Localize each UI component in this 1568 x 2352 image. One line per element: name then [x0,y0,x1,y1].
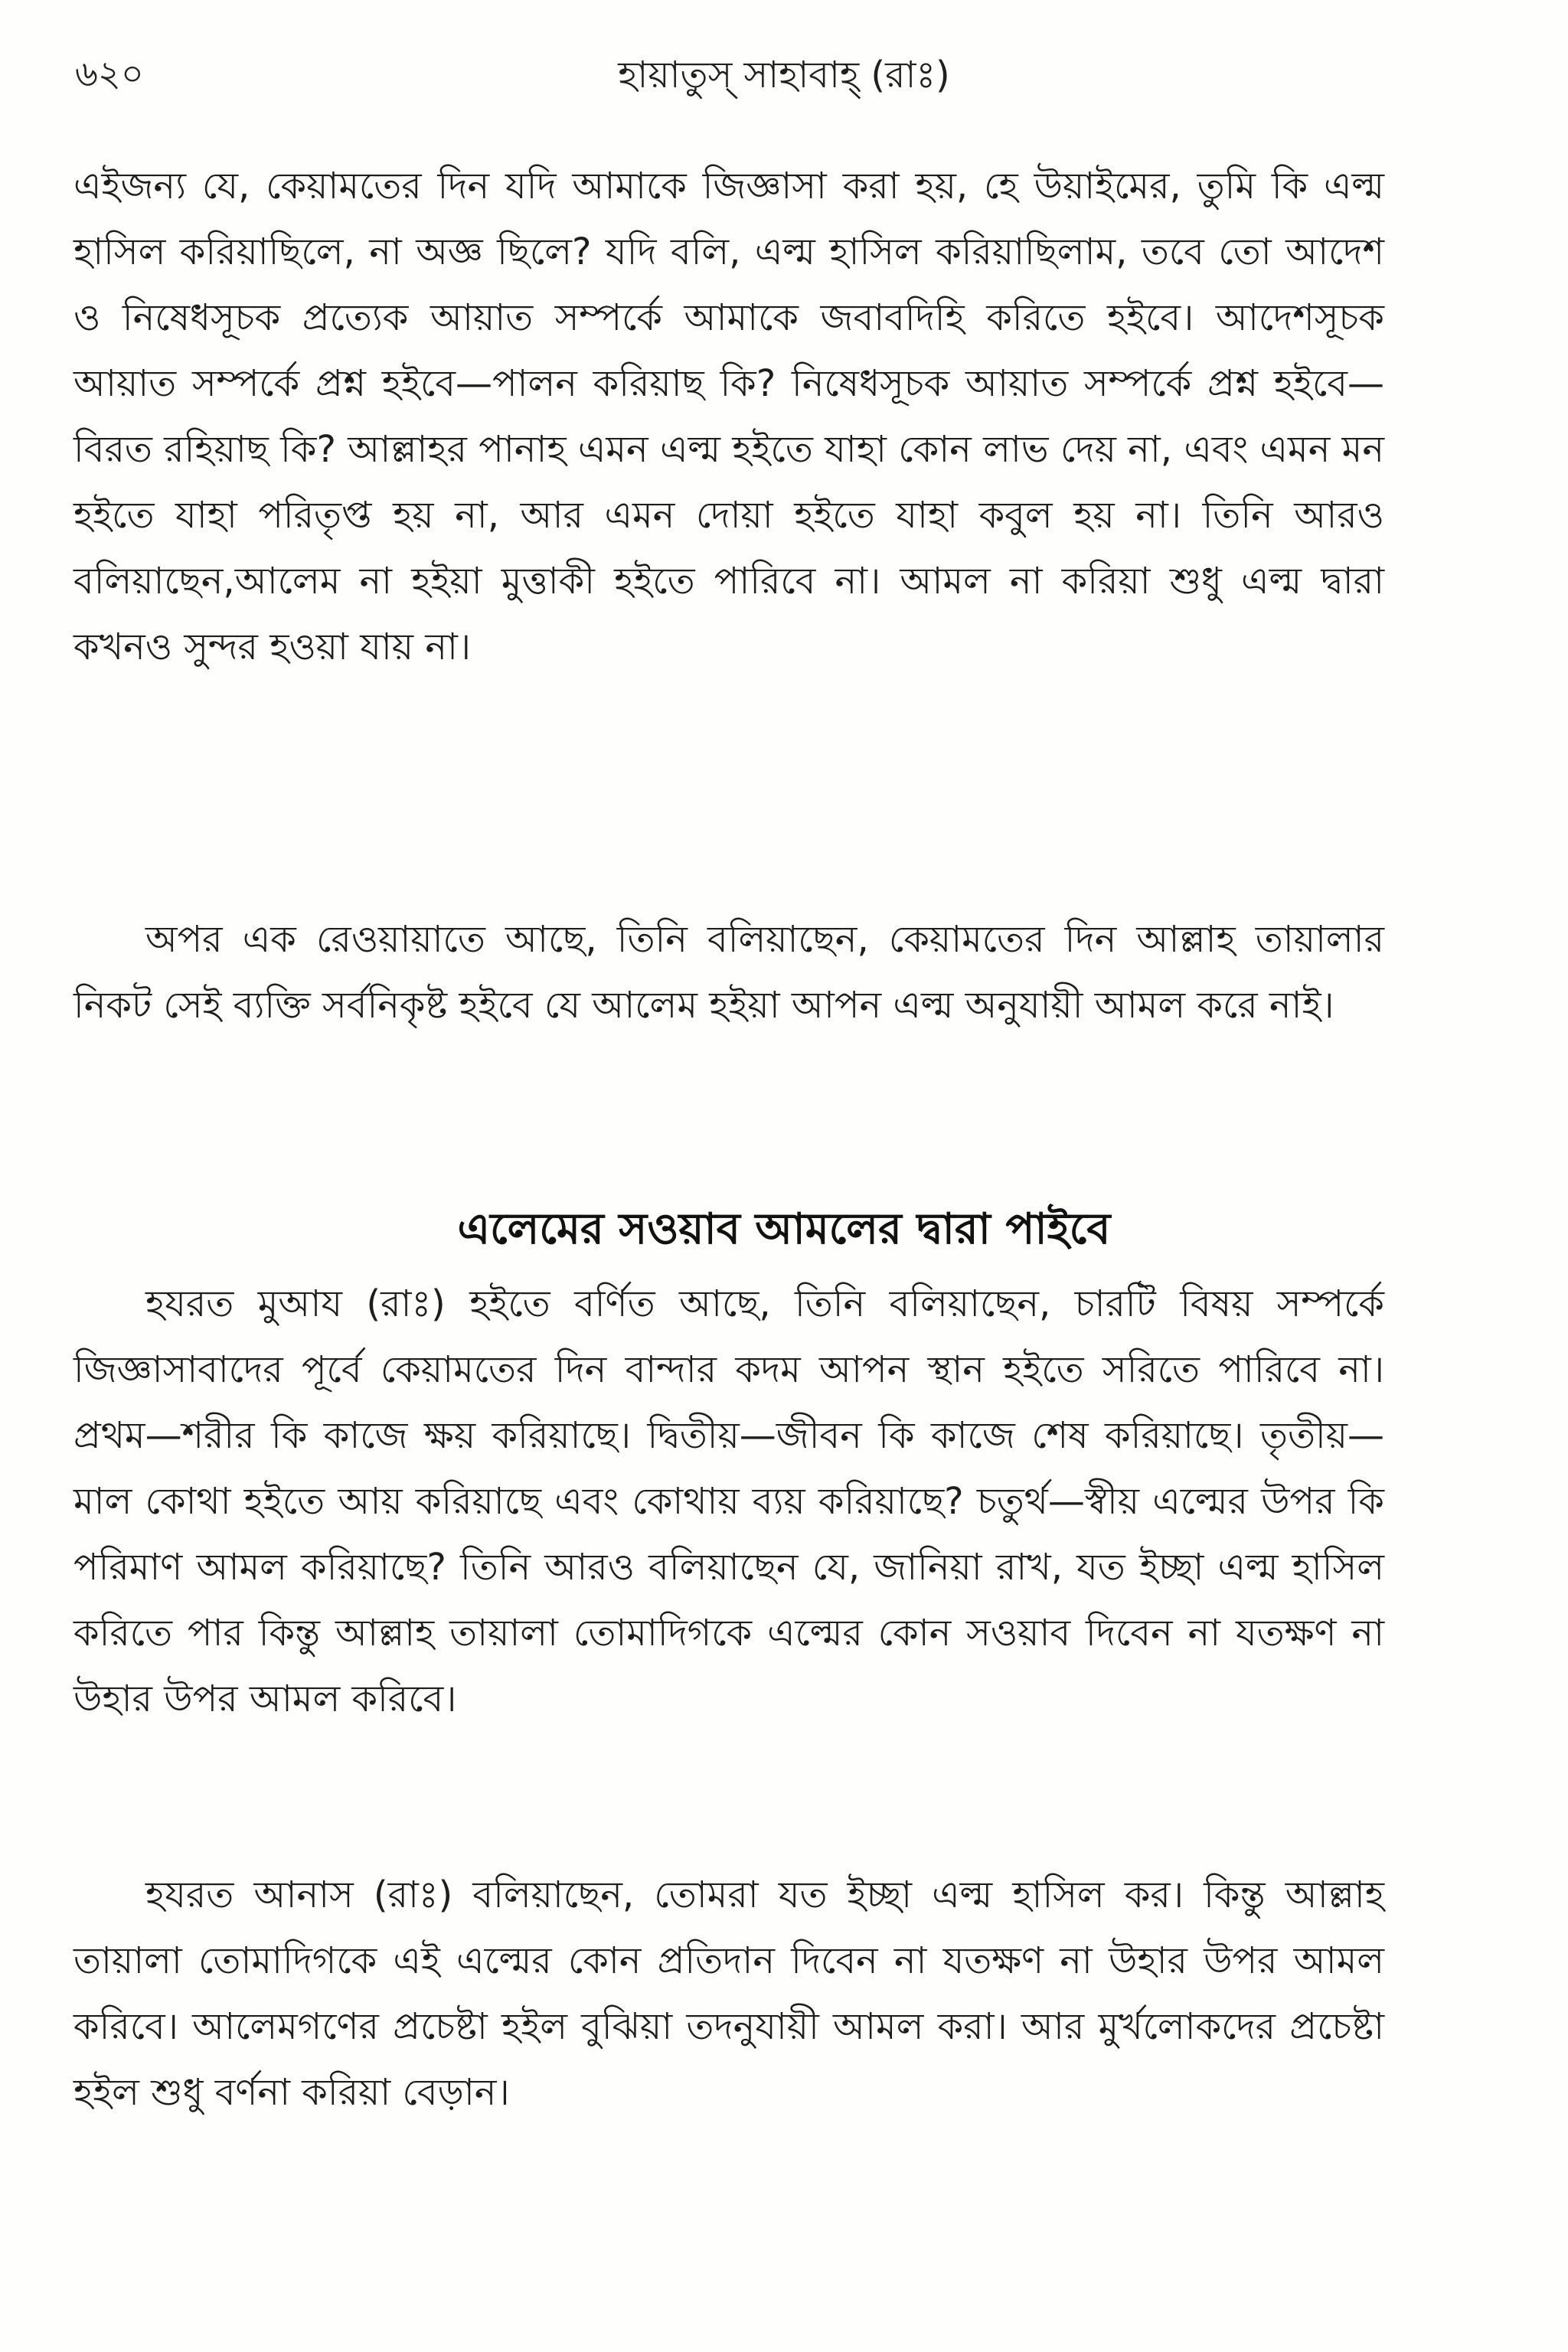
continued-paragraph [74,153,1384,680]
paragraph: হযরত মুআয (রাঃ) হইতে বর্ণিত আছে, তিনি বলিয়াছেন, চারটি বিষয় সম্পর্কে জিজ্ঞাসাবাদের পূর্বে কেয়ামতের দিন বান্দার কদম আপন স্থান হইতে সরিতে পারিবে না। প্রথম—শরীর কি কাজে ক্ষয় করিয়াছে। দ্বিতীয়—জীবন কি কাজে শেষ করিয়াছে। তৃতীয়—মাল কোথা হইতে আয় করিয়াছে এবং কোথায় ব্যয় করিয়াছে? চতুর্থ—স্বীয় এল্মের উপর কি পরিমাণ আমল করিয়াছে? তিনি আরও বলিয়াছেন যে, জানিয়া রাখ, যত ইচ্ছা এল্ম হাসিল করিতে পার কিন্তু আল্লাহ তায়ালা তোমাদিগকে এল্মের কোন সওয়াব দিবেন না যতক্ষণ না উহার উপর আমল করিবে। [74,1282,1384,1720]
paragraph-block [74,906,1384,1038]
page-number: ৬২০ [75,53,144,94]
section-paragraph-block [74,1862,1384,2125]
paragraph: হযরত আনাস (রাঃ) বলিয়াছেন, তোমরা যত ইচ্ছা এল্ম হাসিল কর। কিন্তু আল্লাহ তায়ালা তোমাদিগকে এই এল্মের কোন প্রতিদান দিবেন না যতক্ষণ না উহার উপর আমল করিবে। আলেমগণের প্রচেষ্টা হইল বুঝিয়া তদনুযায়ী আমল করা। আর মুর্খলোকদের প্রচেষ্টা হইল শুধু বর্ণনা করিয়া বেড়ান। [74,1873,1384,2114]
section-paragraph-block [74,1271,1384,1732]
section-heading: এলেমের সওয়াব আমলের দ্বারা পাইবে [457,1204,1111,1254]
running-title: হায়াতুস্ সাহাবাহ্ (রাঃ) [618,54,950,96]
paragraph: অপর এক রেওয়ায়াতে আছে, তিনি বলিয়াছেন, কেয়ামতের দিন আল্লাহ তায়ালার নিকট সেই ব্যক্তি সর্বনিকৃষ্ট হইবে যে আলেম হইয়া আপন এল্ম অনুযায়ী আমল করে নাই। [74,918,1384,1027]
paragraph: এইজন্য যে, কেয়ামতের দিন যদি আমাকে জিজ্ঞাসা করা হয়, হে উয়াইমের, তুমি কি এল্ম হাসিল করিয়াছিলে, না অজ্ঞ ছিলে? যদি বলি, এল্ম হাসিল করিয়াছিলাম, তবে তো আদেশ ও নিষেধসূচক প্রত্যেক আয়াত সম্পর্কে আমাকে জবাবদিহি করিতে হইবে। আদেশসূচক আয়াত সম্পর্কে প্রশ্ন হইবে—পালন করিয়াছ কি? নিষেধসূচক আয়াত সম্পর্কে প্রশ্ন হইবে—বিরত রহিয়াছ কি? আল্লাহর পানাহ এমন এল্ম হইতে যাহা কোন লাভ দেয় না, এবং এমন মন হইতে যাহা পরিতৃপ্ত হয় না, আর এমন দোয়া হইতে যাহা কবুল হয় না। তিনি আরও বলিয়াছেন,আলেম না হইয়া মুত্তাকী হইতে পারিবে না। আমল না করিয়া শুধু এল্ম দ্বারা কখনও সুন্দর হওয়া যায় না। [74,165,1384,668]
